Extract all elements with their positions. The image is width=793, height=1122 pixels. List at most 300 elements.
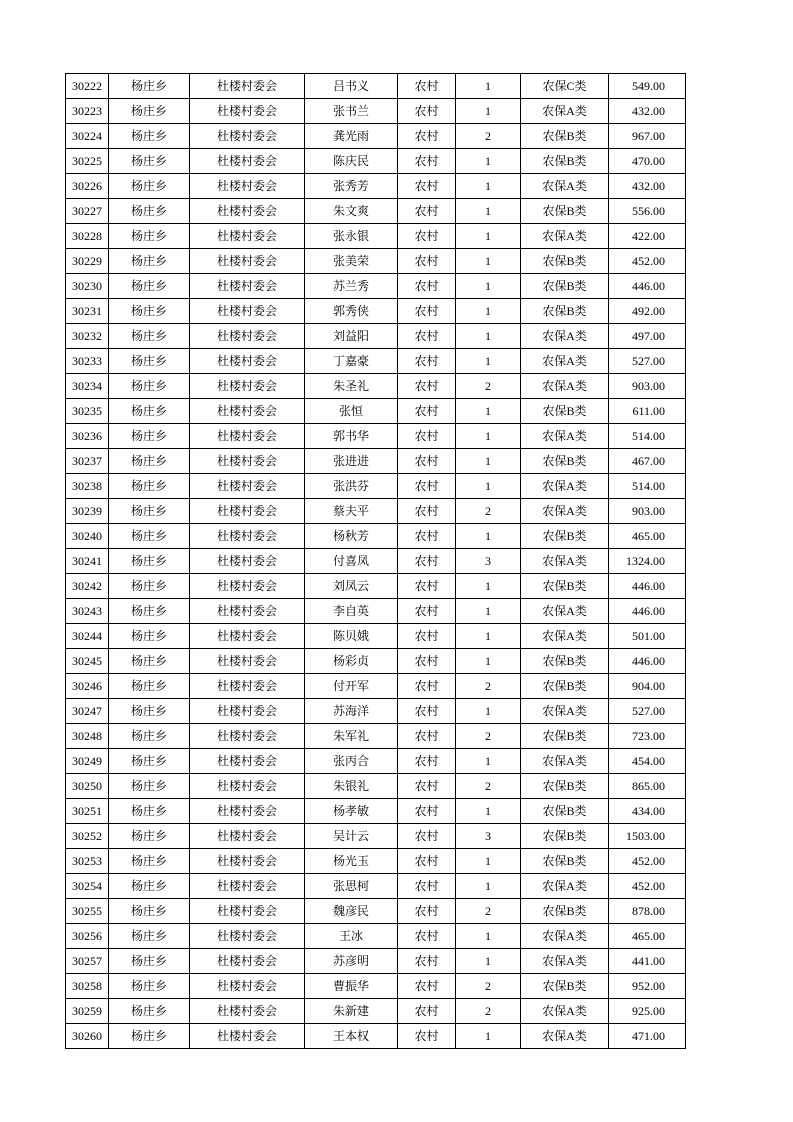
table-row	[66, 774, 686, 799]
cell-insurance-category: 农保A类	[521, 224, 609, 249]
cell-village-committee: 杜楼村委会	[190, 299, 305, 324]
cell-insurance-category: 农保B类	[521, 649, 609, 674]
cell-amount: 903.00	[609, 499, 686, 524]
cell-residence-type: 农村	[398, 124, 456, 149]
table-row	[66, 324, 686, 349]
cell-village-committee: 杜楼村委会	[190, 924, 305, 949]
cell-person-count: 1	[456, 874, 521, 899]
cell-village-committee: 杜楼村委会	[190, 949, 305, 974]
cell-residence-type: 农村	[398, 774, 456, 799]
cell-record-id: 30232	[66, 324, 109, 349]
cell-person-count: 1	[456, 199, 521, 224]
cell-residence-type: 农村	[398, 799, 456, 824]
cell-person-count: 3	[456, 549, 521, 574]
cell-insurance-category: 农保B类	[521, 449, 609, 474]
cell-amount: 434.00	[609, 799, 686, 824]
cell-residence-type: 农村	[398, 824, 456, 849]
cell-insurance-category: 农保B类	[521, 974, 609, 999]
cell-amount: 454.00	[609, 749, 686, 774]
cell-name: 郭书华	[305, 424, 398, 449]
cell-name: 付开军	[305, 674, 398, 699]
cell-township: 杨庄乡	[109, 274, 190, 299]
cell-residence-type: 农村	[398, 174, 456, 199]
cell-record-id: 30231	[66, 299, 109, 324]
cell-village-committee: 杜楼村委会	[190, 599, 305, 624]
cell-insurance-category: 农保B类	[521, 299, 609, 324]
cell-township: 杨庄乡	[109, 499, 190, 524]
cell-name: 张洪芬	[305, 474, 398, 499]
cell-amount: 952.00	[609, 974, 686, 999]
cell-residence-type: 农村	[398, 399, 456, 424]
table-row	[66, 1024, 686, 1049]
cell-record-id: 30236	[66, 424, 109, 449]
cell-township: 杨庄乡	[109, 1024, 190, 1049]
cell-village-committee: 杜楼村委会	[190, 249, 305, 274]
table-row	[66, 974, 686, 999]
cell-record-id: 30227	[66, 199, 109, 224]
cell-insurance-category: 农保A类	[521, 874, 609, 899]
cell-person-count: 2	[456, 724, 521, 749]
cell-village-committee: 杜楼村委会	[190, 749, 305, 774]
cell-township: 杨庄乡	[109, 699, 190, 724]
cell-township: 杨庄乡	[109, 524, 190, 549]
cell-residence-type: 农村	[398, 724, 456, 749]
cell-township: 杨庄乡	[109, 199, 190, 224]
cell-record-id: 30248	[66, 724, 109, 749]
cell-village-committee: 杜楼村委会	[190, 849, 305, 874]
cell-amount: 432.00	[609, 99, 686, 124]
cell-person-count: 2	[456, 374, 521, 399]
cell-village-committee: 杜楼村委会	[190, 74, 305, 99]
cell-village-committee: 杜楼村委会	[190, 574, 305, 599]
cell-amount: 492.00	[609, 299, 686, 324]
cell-person-count: 1	[456, 924, 521, 949]
cell-residence-type: 农村	[398, 649, 456, 674]
cell-person-count: 2	[456, 974, 521, 999]
cell-residence-type: 农村	[398, 224, 456, 249]
table-row	[66, 699, 686, 724]
cell-name: 张丙合	[305, 749, 398, 774]
cell-record-id: 30229	[66, 249, 109, 274]
cell-village-committee: 杜楼村委会	[190, 324, 305, 349]
cell-name: 魏彦民	[305, 899, 398, 924]
cell-person-count: 1	[456, 174, 521, 199]
cell-village-committee: 杜楼村委会	[190, 349, 305, 374]
table-row	[66, 174, 686, 199]
cell-name: 陈贝娥	[305, 624, 398, 649]
cell-township: 杨庄乡	[109, 474, 190, 499]
cell-person-count: 1	[456, 624, 521, 649]
cell-village-committee: 杜楼村委会	[190, 974, 305, 999]
cell-residence-type: 农村	[398, 449, 456, 474]
cell-amount: 471.00	[609, 1024, 686, 1049]
cell-township: 杨庄乡	[109, 799, 190, 824]
cell-village-committee: 杜楼村委会	[190, 624, 305, 649]
table-row	[66, 574, 686, 599]
cell-residence-type: 农村	[398, 574, 456, 599]
cell-name: 曹振华	[305, 974, 398, 999]
cell-person-count: 1	[456, 799, 521, 824]
cell-amount: 556.00	[609, 199, 686, 224]
cell-name: 刘凤云	[305, 574, 398, 599]
cell-amount: 452.00	[609, 249, 686, 274]
cell-person-count: 1	[456, 74, 521, 99]
cell-name: 丁嘉豪	[305, 349, 398, 374]
cell-residence-type: 农村	[398, 899, 456, 924]
cell-township: 杨庄乡	[109, 599, 190, 624]
cell-insurance-category: 农保A类	[521, 424, 609, 449]
cell-person-count: 1	[456, 474, 521, 499]
cell-village-committee: 杜楼村委会	[190, 174, 305, 199]
cell-township: 杨庄乡	[109, 349, 190, 374]
cell-residence-type: 农村	[398, 374, 456, 399]
cell-name: 朱文爽	[305, 199, 398, 224]
cell-person-count: 2	[456, 899, 521, 924]
cell-amount: 514.00	[609, 424, 686, 449]
cell-amount: 465.00	[609, 924, 686, 949]
cell-amount: 467.00	[609, 449, 686, 474]
cell-person-count: 2	[456, 674, 521, 699]
cell-township: 杨庄乡	[109, 649, 190, 674]
cell-insurance-category: 农保A类	[521, 549, 609, 574]
cell-amount: 446.00	[609, 274, 686, 299]
table-row	[66, 99, 686, 124]
cell-residence-type: 农村	[398, 974, 456, 999]
cell-residence-type: 农村	[398, 149, 456, 174]
cell-record-id: 30223	[66, 99, 109, 124]
cell-name: 朱银礼	[305, 774, 398, 799]
cell-insurance-category: 农保A类	[521, 1024, 609, 1049]
cell-residence-type: 农村	[398, 874, 456, 899]
cell-residence-type: 农村	[398, 624, 456, 649]
table-row	[66, 799, 686, 824]
table-row	[66, 149, 686, 174]
cell-township: 杨庄乡	[109, 724, 190, 749]
table-row	[66, 374, 686, 399]
cell-insurance-category: 农保B类	[521, 774, 609, 799]
cell-residence-type: 农村	[398, 924, 456, 949]
cell-person-count: 1	[456, 949, 521, 974]
cell-village-committee: 杜楼村委会	[190, 374, 305, 399]
table-row	[66, 599, 686, 624]
cell-name: 朱新建	[305, 999, 398, 1024]
cell-name: 杨彩贞	[305, 649, 398, 674]
cell-insurance-category: 农保B类	[521, 149, 609, 174]
cell-residence-type: 农村	[398, 999, 456, 1024]
cell-insurance-category: 农保A类	[521, 749, 609, 774]
cell-person-count: 2	[456, 124, 521, 149]
cell-residence-type: 农村	[398, 274, 456, 299]
cell-person-count: 1	[456, 1024, 521, 1049]
cell-record-id: 30243	[66, 599, 109, 624]
cell-name: 张思柯	[305, 874, 398, 899]
cell-insurance-category: 农保A类	[521, 949, 609, 974]
cell-record-id: 30253	[66, 849, 109, 874]
table-row	[66, 924, 686, 949]
table-row	[66, 424, 686, 449]
cell-amount: 527.00	[609, 699, 686, 724]
table-row	[66, 949, 686, 974]
cell-name: 苏兰秀	[305, 274, 398, 299]
cell-residence-type: 农村	[398, 849, 456, 874]
cell-amount: 1324.00	[609, 549, 686, 574]
table-row	[66, 74, 686, 99]
cell-amount: 549.00	[609, 74, 686, 99]
cell-person-count: 1	[456, 524, 521, 549]
cell-township: 杨庄乡	[109, 899, 190, 924]
table-row	[66, 449, 686, 474]
cell-township: 杨庄乡	[109, 249, 190, 274]
cell-residence-type: 农村	[398, 749, 456, 774]
cell-insurance-category: 农保B类	[521, 724, 609, 749]
cell-name: 张美荣	[305, 249, 398, 274]
cell-residence-type: 农村	[398, 949, 456, 974]
cell-amount: 611.00	[609, 399, 686, 424]
table-row	[66, 674, 686, 699]
cell-insurance-category: 农保A类	[521, 324, 609, 349]
cell-record-id: 30254	[66, 874, 109, 899]
table-row	[66, 349, 686, 374]
table-row	[66, 249, 686, 274]
cell-village-committee: 杜楼村委会	[190, 774, 305, 799]
table-row	[66, 899, 686, 924]
cell-person-count: 1	[456, 749, 521, 774]
cell-insurance-category: 农保A类	[521, 699, 609, 724]
cell-name: 吴计云	[305, 824, 398, 849]
cell-name: 王冰	[305, 924, 398, 949]
cell-insurance-category: 农保A类	[521, 174, 609, 199]
cell-amount: 422.00	[609, 224, 686, 249]
cell-record-id: 30251	[66, 799, 109, 824]
cell-name: 苏海洋	[305, 699, 398, 724]
cell-insurance-category: 农保B类	[521, 799, 609, 824]
cell-residence-type: 农村	[398, 324, 456, 349]
cell-record-id: 30249	[66, 749, 109, 774]
cell-village-committee: 杜楼村委会	[190, 549, 305, 574]
cell-residence-type: 农村	[398, 699, 456, 724]
cell-insurance-category: 农保B类	[521, 249, 609, 274]
benefits-table-body	[66, 74, 686, 1049]
cell-township: 杨庄乡	[109, 374, 190, 399]
cell-person-count: 2	[456, 499, 521, 524]
cell-name: 龚光雨	[305, 124, 398, 149]
cell-insurance-category: 农保B类	[521, 274, 609, 299]
cell-record-id: 30233	[66, 349, 109, 374]
cell-person-count: 1	[456, 99, 521, 124]
cell-village-committee: 杜楼村委会	[190, 199, 305, 224]
cell-record-id: 30239	[66, 499, 109, 524]
cell-name: 张恒	[305, 399, 398, 424]
cell-amount: 465.00	[609, 524, 686, 549]
cell-person-count: 3	[456, 824, 521, 849]
cell-record-id: 30234	[66, 374, 109, 399]
table-row	[66, 499, 686, 524]
cell-record-id: 30238	[66, 474, 109, 499]
cell-name: 张书兰	[305, 99, 398, 124]
cell-village-committee: 杜楼村委会	[190, 524, 305, 549]
cell-insurance-category: 农保B类	[521, 824, 609, 849]
cell-record-id: 30244	[66, 624, 109, 649]
cell-village-committee: 杜楼村委会	[190, 499, 305, 524]
cell-amount: 514.00	[609, 474, 686, 499]
cell-person-count: 1	[456, 324, 521, 349]
cell-record-id: 30224	[66, 124, 109, 149]
cell-name: 陈庆民	[305, 149, 398, 174]
cell-record-id: 30260	[66, 1024, 109, 1049]
cell-insurance-category: 农保A类	[521, 499, 609, 524]
cell-record-id: 30255	[66, 899, 109, 924]
cell-person-count: 1	[456, 149, 521, 174]
cell-village-committee: 杜楼村委会	[190, 274, 305, 299]
cell-person-count: 2	[456, 999, 521, 1024]
cell-name: 郭秀侠	[305, 299, 398, 324]
cell-amount: 967.00	[609, 124, 686, 149]
cell-person-count: 1	[456, 424, 521, 449]
cell-insurance-category: 农保A类	[521, 99, 609, 124]
cell-township: 杨庄乡	[109, 574, 190, 599]
cell-township: 杨庄乡	[109, 174, 190, 199]
cell-amount: 446.00	[609, 574, 686, 599]
cell-insurance-category: 农保B类	[521, 524, 609, 549]
cell-record-id: 30256	[66, 924, 109, 949]
cell-village-committee: 杜楼村委会	[190, 149, 305, 174]
cell-person-count: 1	[456, 649, 521, 674]
cell-person-count: 1	[456, 449, 521, 474]
cell-amount: 903.00	[609, 374, 686, 399]
cell-person-count: 1	[456, 849, 521, 874]
cell-village-committee: 杜楼村委会	[190, 674, 305, 699]
cell-insurance-category: 农保B类	[521, 899, 609, 924]
table-row	[66, 849, 686, 874]
cell-record-id: 30252	[66, 824, 109, 849]
table-row	[66, 649, 686, 674]
cell-name: 苏彦明	[305, 949, 398, 974]
cell-village-committee: 杜楼村委会	[190, 449, 305, 474]
cell-name: 刘益阳	[305, 324, 398, 349]
cell-village-committee: 杜楼村委会	[190, 649, 305, 674]
cell-person-count: 1	[456, 599, 521, 624]
cell-township: 杨庄乡	[109, 324, 190, 349]
cell-township: 杨庄乡	[109, 549, 190, 574]
cell-amount: 446.00	[609, 599, 686, 624]
cell-record-id: 30240	[66, 524, 109, 549]
cell-amount: 452.00	[609, 874, 686, 899]
table-row	[66, 399, 686, 424]
cell-residence-type: 农村	[398, 299, 456, 324]
cell-township: 杨庄乡	[109, 74, 190, 99]
cell-township: 杨庄乡	[109, 749, 190, 774]
cell-name: 李自英	[305, 599, 398, 624]
cell-amount: 1503.00	[609, 824, 686, 849]
table-row	[66, 549, 686, 574]
cell-record-id: 30259	[66, 999, 109, 1024]
cell-record-id: 30250	[66, 774, 109, 799]
cell-insurance-category: 农保A类	[521, 624, 609, 649]
cell-amount: 432.00	[609, 174, 686, 199]
table-row	[66, 749, 686, 774]
cell-township: 杨庄乡	[109, 924, 190, 949]
cell-township: 杨庄乡	[109, 99, 190, 124]
cell-name: 杨孝敏	[305, 799, 398, 824]
cell-person-count: 1	[456, 349, 521, 374]
table-row	[66, 624, 686, 649]
cell-village-committee: 杜楼村委会	[190, 399, 305, 424]
cell-amount: 501.00	[609, 624, 686, 649]
table-row	[66, 224, 686, 249]
cell-name: 付喜凤	[305, 549, 398, 574]
cell-township: 杨庄乡	[109, 874, 190, 899]
cell-residence-type: 农村	[398, 74, 456, 99]
cell-person-count: 2	[456, 774, 521, 799]
cell-township: 杨庄乡	[109, 449, 190, 474]
cell-residence-type: 农村	[398, 424, 456, 449]
cell-amount: 452.00	[609, 849, 686, 874]
cell-name: 朱圣礼	[305, 374, 398, 399]
cell-record-id: 30257	[66, 949, 109, 974]
cell-township: 杨庄乡	[109, 999, 190, 1024]
cell-village-committee: 杜楼村委会	[190, 724, 305, 749]
cell-township: 杨庄乡	[109, 299, 190, 324]
cell-village-committee: 杜楼村委会	[190, 124, 305, 149]
cell-record-id: 30247	[66, 699, 109, 724]
cell-village-committee: 杜楼村委会	[190, 824, 305, 849]
cell-village-committee: 杜楼村委会	[190, 699, 305, 724]
cell-amount: 878.00	[609, 899, 686, 924]
cell-record-id: 30235	[66, 399, 109, 424]
cell-record-id: 30245	[66, 649, 109, 674]
cell-record-id: 30225	[66, 149, 109, 174]
cell-village-committee: 杜楼村委会	[190, 874, 305, 899]
table-row	[66, 824, 686, 849]
cell-residence-type: 农村	[398, 499, 456, 524]
cell-name: 吕书义	[305, 74, 398, 99]
cell-township: 杨庄乡	[109, 824, 190, 849]
cell-name: 张进进	[305, 449, 398, 474]
table-row	[66, 199, 686, 224]
cell-amount: 904.00	[609, 674, 686, 699]
cell-insurance-category: 农保A类	[521, 599, 609, 624]
cell-name: 张永银	[305, 224, 398, 249]
cell-person-count: 1	[456, 399, 521, 424]
cell-name: 杨光玉	[305, 849, 398, 874]
cell-residence-type: 农村	[398, 1024, 456, 1049]
cell-township: 杨庄乡	[109, 224, 190, 249]
cell-record-id: 30237	[66, 449, 109, 474]
cell-village-committee: 杜楼村委会	[190, 1024, 305, 1049]
cell-amount: 723.00	[609, 724, 686, 749]
cell-amount: 446.00	[609, 649, 686, 674]
cell-village-committee: 杜楼村委会	[190, 474, 305, 499]
table-row	[66, 474, 686, 499]
cell-name: 朱军礼	[305, 724, 398, 749]
cell-record-id: 30241	[66, 549, 109, 574]
cell-residence-type: 农村	[398, 674, 456, 699]
cell-record-id: 30242	[66, 574, 109, 599]
table-row	[66, 124, 686, 149]
cell-record-id: 30226	[66, 174, 109, 199]
cell-name: 蔡夫平	[305, 499, 398, 524]
cell-name: 杨秋芳	[305, 524, 398, 549]
cell-record-id: 30228	[66, 224, 109, 249]
cell-residence-type: 农村	[398, 249, 456, 274]
cell-name: 张秀芳	[305, 174, 398, 199]
cell-residence-type: 农村	[398, 524, 456, 549]
cell-person-count: 1	[456, 274, 521, 299]
cell-record-id: 30222	[66, 74, 109, 99]
cell-amount: 497.00	[609, 324, 686, 349]
cell-township: 杨庄乡	[109, 774, 190, 799]
cell-name: 王本权	[305, 1024, 398, 1049]
